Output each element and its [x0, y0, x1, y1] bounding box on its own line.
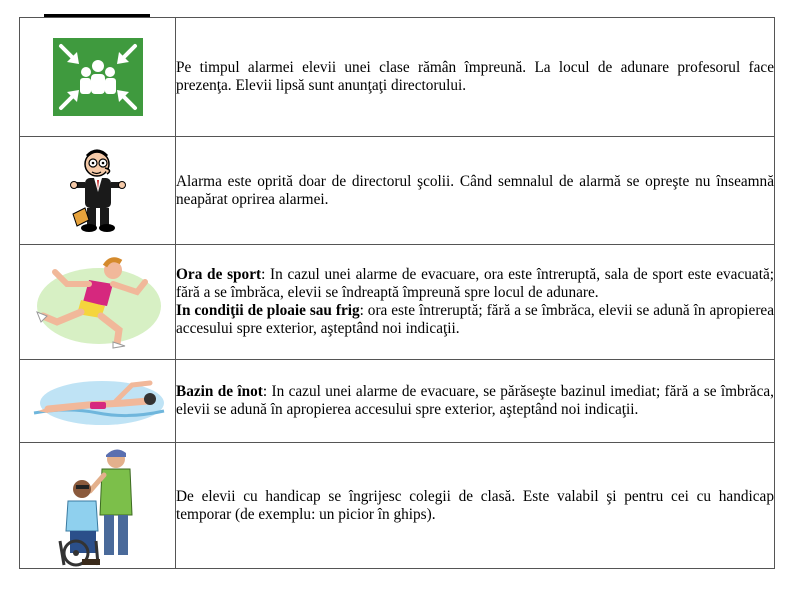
principal-cartoon-icon [67, 148, 129, 234]
rule-text-cell [176, 443, 775, 569]
rule-text: De elevii cu handicap se îngrijesc colegii de clasă. Este valabil şi pentru cei cu handicap temporar (de exemplu: un picior în ghips). [176, 487, 774, 523]
icon-cell [20, 245, 176, 360]
runner-icon [33, 254, 163, 350]
icon-cell [20, 443, 176, 569]
rule-heading: Ora de sport [176, 266, 262, 283]
rule-text-cell [176, 18, 775, 137]
evacuation-rules-table [19, 17, 775, 569]
icon-cell [20, 137, 176, 245]
rule-text-cell [176, 360, 775, 443]
rule-text: : ora este întreruptă; fără a se îmbrăca, elevii se adună în apropierea accesului spre exterior, aşteptând noi indicaţii. [176, 302, 774, 337]
rule-heading: Bazin de înot [176, 383, 263, 400]
rule-paragraph [176, 302, 774, 338]
rule-text: Pe timpul alarmei elevii unei clase rămân împreună. La locul de adunare profesorul face prezenţa. Elevii lipsă sunt anunţaţi directorului. [176, 59, 774, 94]
table-row [20, 245, 775, 360]
rule-paragraph [176, 266, 774, 302]
icon-cell [20, 360, 176, 443]
assembly-point-icon [53, 38, 143, 116]
rule-text: Alarma este oprită doar de directorul şcolii. Când semnalul de alarmă se opreşte nu înseamnă neapărat oprirea alarmei. [176, 172, 774, 208]
rule-text-cell [176, 137, 775, 245]
table-row [20, 18, 775, 137]
table-row [20, 360, 775, 443]
rule-text-cell [176, 245, 775, 360]
rule-text: : In cazul unei alarme de evacuare, ora este întreruptă, sala de sport este evacuată; fără a se îmbrăca, elevii se îndreaptă împreună spre locul de adunare. [176, 266, 774, 301]
table-row [20, 137, 775, 245]
rule-heading: In condiţii de ploaie sau frig [176, 302, 360, 319]
rule-text: : In cazul unei alarme de evacuare, se părăseşte bazinul imediat; fără a se îmbrăca, elevii se adună în apropierea accesului spre exterior, aşteptând noi indicaţii. [176, 383, 774, 418]
icon-cell [20, 18, 176, 137]
wheelchair-helper-icon [52, 445, 144, 567]
rule-paragraph [176, 383, 774, 419]
table-row [20, 443, 775, 569]
swimmer-icon [28, 373, 168, 429]
